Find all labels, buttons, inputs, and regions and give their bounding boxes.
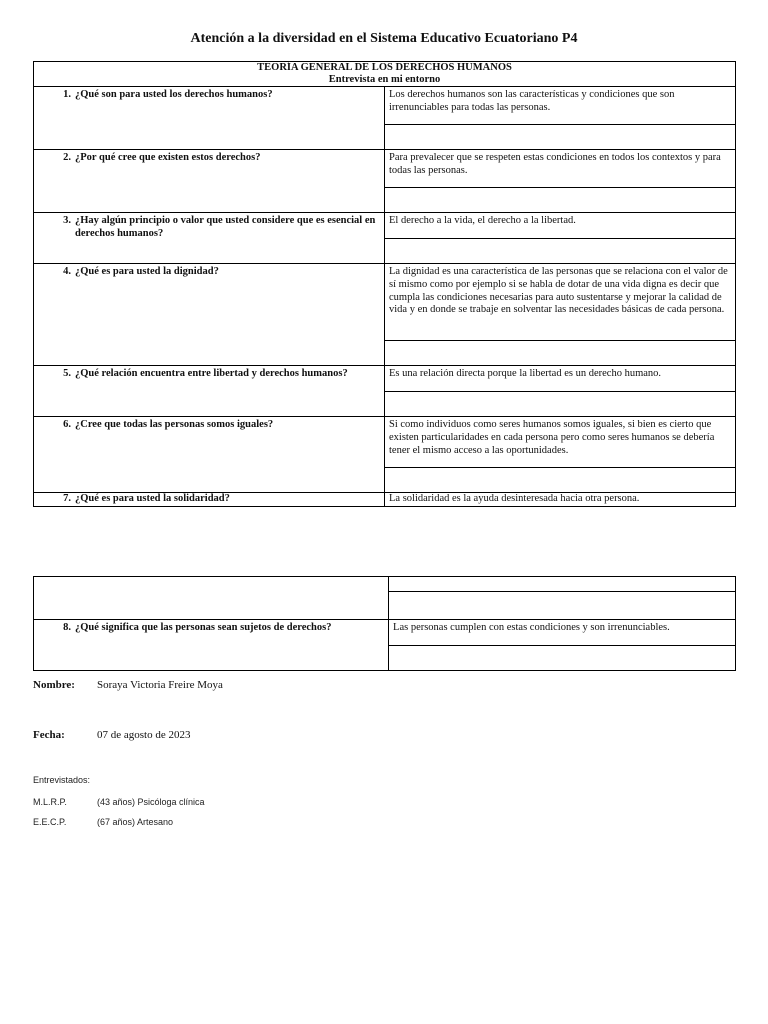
table-row bbox=[34, 417, 736, 468]
empty-answer-cell bbox=[385, 188, 736, 213]
table-row bbox=[34, 264, 736, 341]
question-cell-continued bbox=[34, 577, 389, 620]
interviewee-detail: (67 años) Artesano bbox=[97, 817, 174, 827]
question-number: 2. bbox=[63, 152, 71, 163]
question-number: 5. bbox=[63, 368, 71, 379]
question-text: ¿Por qué cree que existen estos derechos? bbox=[75, 152, 261, 163]
question-number: 1. bbox=[63, 89, 71, 100]
question-text: ¿Cree que todas las personas somos iguales? bbox=[75, 419, 274, 430]
interviewee-initials: E.E.C.P. bbox=[33, 817, 67, 827]
answer-cell: El derecho a la vida, el derecho a la libertad. bbox=[385, 213, 736, 239]
question-number: 6. bbox=[63, 419, 71, 430]
interview-table bbox=[33, 61, 736, 507]
question-text: ¿Qué son para usted los derechos humanos? bbox=[75, 89, 273, 100]
question-number: 4. bbox=[63, 266, 71, 277]
interviewees-label: Entrevistados: bbox=[33, 775, 91, 785]
table-header bbox=[34, 62, 736, 87]
table-row bbox=[34, 213, 736, 239]
empty-answer-cell bbox=[385, 392, 736, 417]
document-title: Atención a la diversidad en el Sistema Educativo Ecuatoriano P4 bbox=[190, 31, 578, 46]
table-row bbox=[34, 620, 736, 646]
answer-cell: Para prevalecer que se respeten estas condiciones en todos los contextos y para todas las personas. bbox=[385, 150, 736, 188]
question-cell bbox=[34, 150, 385, 213]
answer-cell: Si como individuos como seres humanos somos iguales, si bien es cierto que existen particularidades en cada persona pero como seres humanos se debería tener el mismo acceso a las oportunidades. bbox=[385, 417, 736, 468]
question-cell bbox=[34, 264, 385, 366]
empty-answer-cell bbox=[385, 341, 736, 366]
interviewee-initials: M.L.R.P. bbox=[33, 797, 67, 807]
answer-cell: La dignidad es una característica de las personas que se relaciona con el valor de sí mismo como por ejemplo si se habla de dotar de una vida digna es decir que cumpla las condiciones necesarias para auto sustentarse y mejorar la calidad de vida y en donde se trabaje en solventar las necesidades básicas de cada persona. bbox=[385, 264, 736, 341]
answer-cell: Es una relación directa porque la libertad es un derecho humano. bbox=[385, 366, 736, 392]
name-label: Nombre: bbox=[33, 679, 75, 691]
date-label: Fecha: bbox=[33, 729, 65, 741]
question-cell bbox=[34, 213, 385, 264]
date-value: 07 de agosto de 2023 bbox=[97, 729, 191, 741]
empty-answer-cell bbox=[385, 125, 736, 150]
question-cell bbox=[34, 87, 385, 150]
question-text: ¿Qué relación encuentra entre libertad y derechos humanos? bbox=[75, 368, 348, 379]
question-text: ¿Qué significa que las personas sean sujetos de derechos? bbox=[75, 622, 332, 633]
empty-answer-cell bbox=[389, 577, 736, 592]
table-heading: TEORÍA GENERAL DE LOS DERECHOS HUMANOS bbox=[257, 62, 512, 73]
question-number: 7. bbox=[63, 493, 71, 504]
table-row bbox=[34, 366, 736, 392]
answer-cell: Las personas cumplen con estas condiciones y son irrenunciables. bbox=[389, 620, 736, 646]
table-row bbox=[34, 87, 736, 125]
empty-answer-cell bbox=[389, 646, 736, 671]
answer-cell: La solidaridad es la ayuda desinteresada hacia otra persona. bbox=[385, 493, 736, 507]
empty-answer-cell bbox=[385, 239, 736, 264]
interview-table-continued bbox=[33, 576, 736, 671]
question-text: ¿Qué es para usted la solidaridad? bbox=[75, 493, 230, 504]
answer-cell: Los derechos humanos son las características y condiciones que son irrenunciables para todas las personas. bbox=[385, 87, 736, 125]
empty-answer-cell bbox=[389, 591, 736, 619]
table-row bbox=[34, 493, 736, 507]
interviewee-detail: (43 años) Psicóloga clínica bbox=[97, 797, 205, 807]
question-number: 8. bbox=[63, 622, 71, 633]
name-value: Soraya Victoria Freire Moya bbox=[97, 679, 223, 691]
question-text: ¿Qué es para usted la dignidad? bbox=[75, 266, 219, 277]
empty-answer-cell bbox=[385, 468, 736, 493]
question-cell bbox=[34, 620, 389, 671]
question-cell bbox=[34, 366, 385, 417]
question-cell bbox=[34, 417, 385, 493]
question-number: 3. bbox=[63, 215, 71, 226]
table-row bbox=[34, 150, 736, 188]
question-text: ¿Hay algún principio o valor que usted considere que es esencial en derechos humanos? bbox=[75, 215, 376, 239]
table-subheading: Entrevista en mi entorno bbox=[328, 74, 441, 85]
question-cell bbox=[34, 493, 385, 507]
